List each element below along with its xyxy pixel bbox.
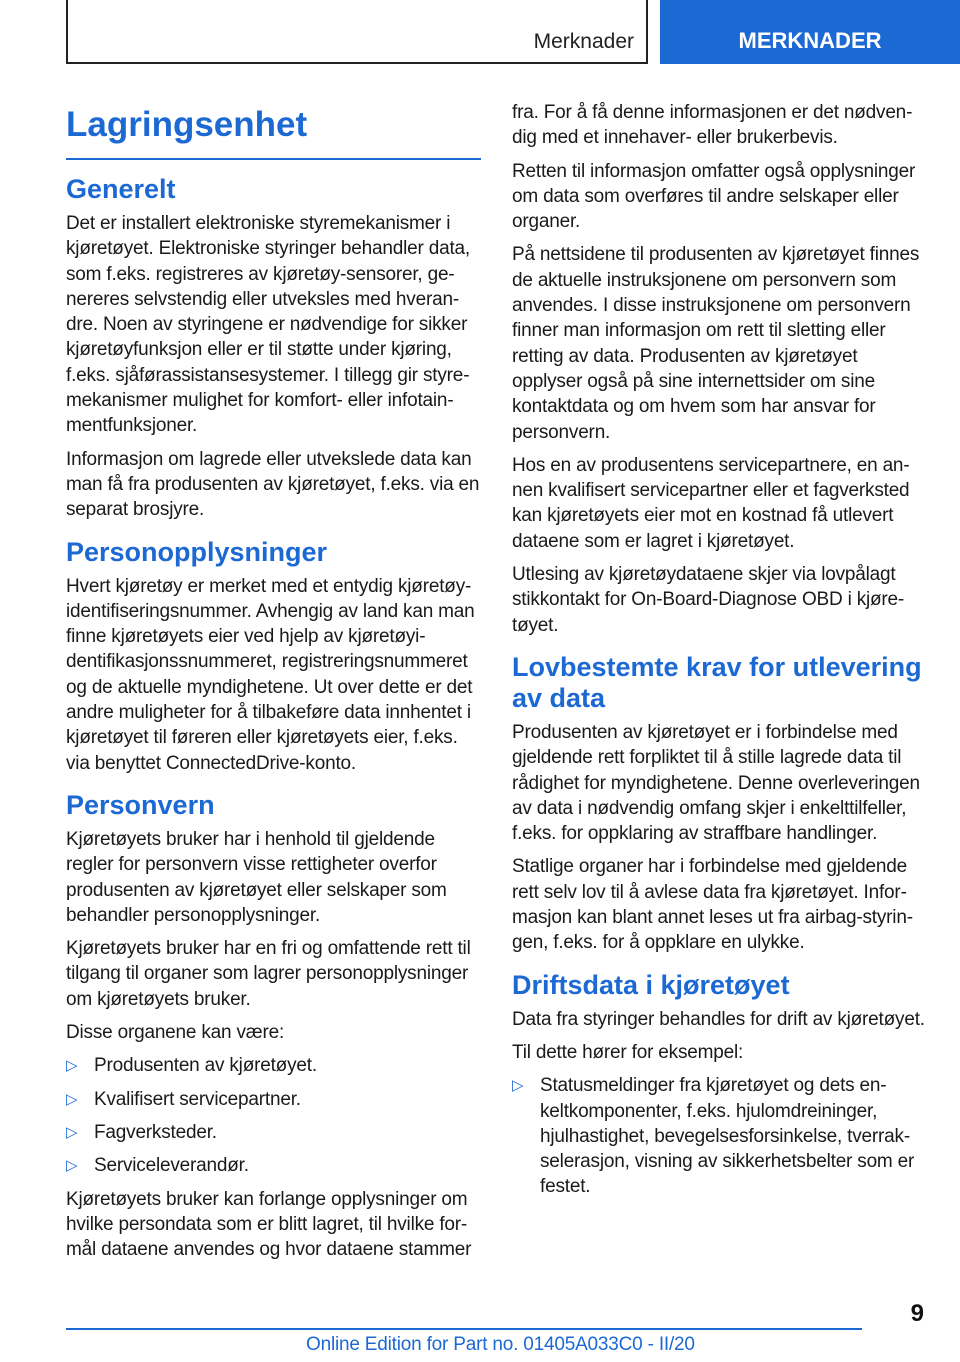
paragraph: Retten til informasjon omfatter også opplysninger om data som overføres til andre selskaper eller organer.: [512, 160, 916, 233]
paragraph: Til dette hører for eksempel:: [512, 1041, 744, 1063]
paragraph: På nettsidene til produsenten av kjøretøyet finnes de aktuelle instruksjonene om personvern som anvendes. I disse instruksjonene om personvern finner man informasjon om rett til sletting eller retting av data. Produsenten av kjøretøyet opplyser også på sine internettsider om sine kontaktdata og om hvem som har ansvar for personvern.: [512, 244, 920, 443]
list-item: [66, 1087, 481, 1112]
triangle-bullet-icon: ▷: [66, 1157, 78, 1175]
page-title: Lagringsenhet: [66, 105, 308, 144]
list-item-text: Fagverksteder.: [94, 1121, 217, 1143]
title-divider: [66, 158, 481, 160]
left-column: [66, 100, 481, 1270]
list-item-text: Serviceleverandør.: [94, 1155, 249, 1177]
triangle-bullet-icon: ▷: [66, 1123, 78, 1141]
header-box: [66, 0, 648, 64]
triangle-bullet-icon: ▷: [66, 1057, 78, 1075]
list-item: [66, 1153, 481, 1178]
paragraph: Produsenten av kjøretøyet er i forbindelse med gjeldende rett forpliktet til å stille lagrede data til rådighet for myndighetene. Denne overleveringen av data i nødvendig omfang skjer i enkelttilfeller, f.eks. for oppklaring av straffbare handlinger.: [512, 721, 920, 845]
paragraph: Data fra styringer behandles for drift av kjøretøyet.: [512, 1008, 925, 1030]
triangle-bullet-icon: ▷: [512, 1077, 524, 1095]
paragraph: Utlesing av kjøretøydataene skjer via lovpålagt stikkontakt for On-Board-Diagnose OBD i kjøretøyet.: [512, 564, 905, 636]
paragraph: Kjøretøyets bruker har i henhold til gjeldende regler for personvern visse rettigheter overfor produsenten av kjøretøyet eller selskaper som behandler personopplysninger.: [66, 828, 447, 926]
heading-lovbestemte-krav: Lovbestemte krav for utlevering av data: [512, 651, 922, 713]
list-item-text: Statusmeldinger fra kjøretøyet og dets enkeltkomponenter, f.eks. hjulomdreininger, hjulhastighet, bevegelsesforsinkelse, tverrakselerasjon, visning av sikkerhetsbelter som er festet.: [540, 1075, 915, 1198]
paragraph: Kjøretøyets bruker kan forlange opplysninger om hvilke persondata som er blitt lagret, til hvilke formål dataene anvendes og hvor dataene stammer: [66, 1188, 472, 1261]
heading-generelt: Generelt: [66, 174, 176, 204]
list-item-text: Kvalifisert servicepartner.: [94, 1088, 301, 1110]
paragraph: Kjøretøyets bruker har en fri og omfattende rett til tilgang til organer som lagrer personopplysninger om kjøretøyets bruker.: [66, 938, 471, 1010]
footer-divider: [66, 1328, 862, 1330]
heading-personvern: Personvern: [66, 789, 215, 820]
heading-driftsdata: Driftsdata i kjøretøyet: [512, 969, 790, 1000]
list-item: [66, 1053, 481, 1078]
list-item-text: Produsenten av kjøretøyet.: [94, 1055, 317, 1077]
triangle-bullet-icon: ▷: [66, 1090, 78, 1108]
paragraph: Statlige organer har i forbindelse med gjeldende rett selv lov til å avlese data fra kjøretøyet. Informasjon kan blant annet leses ut fra airbag-styringen, f.eks. for å oppklare en ulykke.: [512, 856, 914, 954]
header-section-label: Merknader: [533, 30, 634, 53]
paragraph: Disse organene kan være:: [66, 1022, 285, 1044]
paragraph: Informasjon om lagrede eller utvekslede data kan man få fra produsenten av kjøretøyet, f.eks. via en separat brosjyre.: [66, 448, 480, 521]
paragraph: fra. For å få denne informasjonen er det nødvendig med et innehaver- eller brukerbevis.: [512, 102, 913, 149]
footer-edition: Online Edition for Part no. 01405A033C0 - II/20: [306, 1334, 695, 1355]
paragraph: Hvert kjøretøy er merket med et entydig kjøretøy-identifiseringsnummer. Avhengig av land kan man finne kjøretøyets eier ved hjelp av kjøretøyidentifikasjonssnummeret, registreringsnummeret og de aktuelle myndighetene. Ut over dette er det andre muligheter for å tilbakeføre data innhentet i kjøretøyet til føreren eller kjøretøyets eier, f.eks. via benyttet ConnectedDrive-konto.: [66, 575, 475, 774]
heading-personopplysninger: Personopplysninger: [66, 536, 328, 567]
paragraph: Hos en av produsentens servicepartnere, en annen kvalifisert servicepartner eller et fagverksted kan kjøretøyets eier mot en kostnad få utlevert dataene som er lagret i kjøretøyet.: [512, 454, 910, 552]
paragraph: Det er installert elektroniske styremekanismer i kjøretøyet. Elektroniske styringer behandler data, som f.eks. registreres av kjøretøy-sensorer, genereres selvstendig eller utveksles med hverandre. Noen av styringene er nødvendige for sikker kjøretøyfunksjon eller er til støtte under kjøring, f.eks. sjåførassistansesystemer. I tillegg gir styremekanismer mulighet for komfort- eller infotainmentfunksjoner.: [66, 213, 470, 437]
right-column: [512, 100, 928, 1208]
page-number: 9: [910, 1300, 924, 1327]
bullet-list: [66, 1053, 481, 1178]
list-item: [66, 1120, 481, 1145]
header-tab[interactable]: MERKNADER: [660, 0, 960, 64]
bullet-list: [512, 1073, 928, 1199]
list-item: [512, 1073, 928, 1199]
